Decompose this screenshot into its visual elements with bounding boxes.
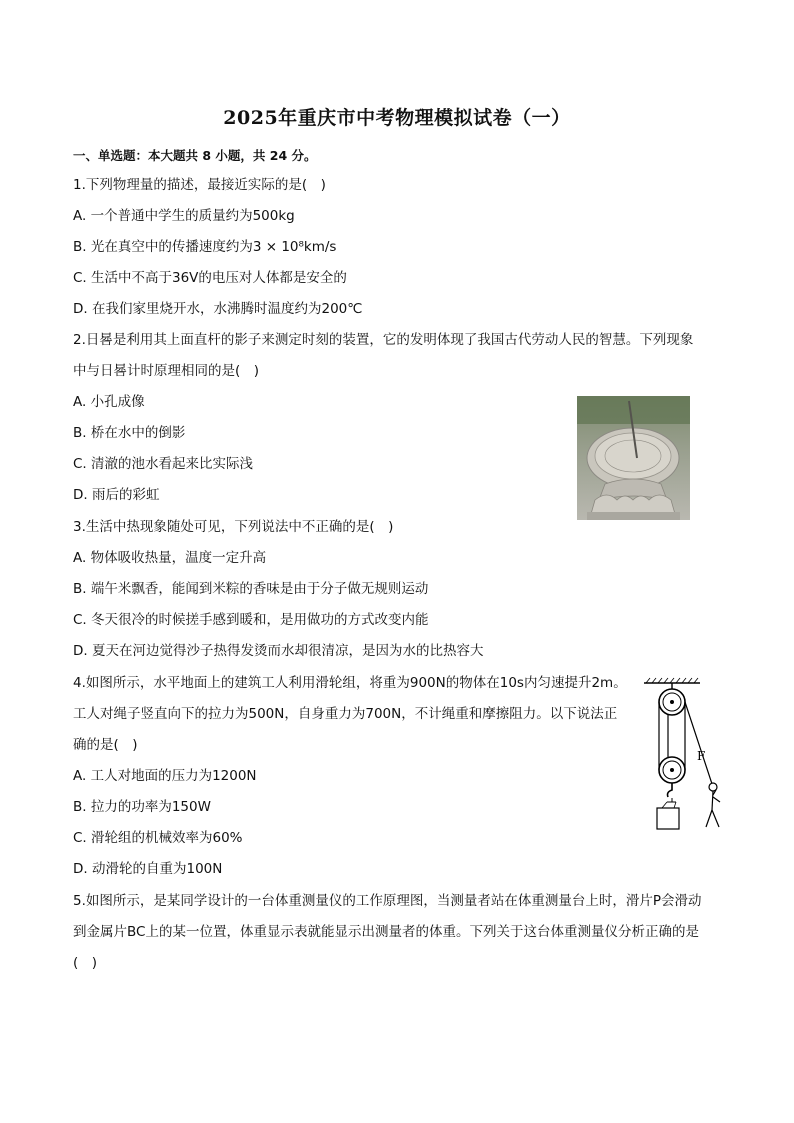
q2-option-b: B. 桥在水中的倒影 (73, 425, 186, 441)
q3-option-b: B. 端午米飘香，能闻到米粽的香味是由于分子做无规则运动 (73, 581, 429, 597)
q1-option-b: B. 光在真空中的传播速度约为3 × 10⁸km/s (73, 239, 337, 255)
sundial-image (577, 396, 690, 520)
q3-option-c: C. 冬天很冷的时候搓手感到暖和，是用做功的方式改变内能 (73, 612, 429, 628)
pulley-diagram (638, 676, 733, 833)
q5-stem-line1: 5.如图所示，是某同学设计的一台体重测量仪的工作原理图，当测量者站在体重测量台上时，滑片P会滑动 (73, 893, 702, 909)
q2-stem-line2: 中与日晷计时原理相同的是( ) (73, 363, 260, 379)
q2-option-a: A. 小孔成像 (73, 394, 145, 410)
force-label: F (697, 749, 706, 763)
q4-option-c: C. 滑轮组的机械效率为60% (73, 830, 243, 846)
q4-option-b: B. 拉力的功率为150W (73, 799, 211, 815)
q5-stem-line2: 到金属片BC上的某一位置，体重显示表就能显示出测量者的体重。下列关于这台体重测量仪分析正确的是 (73, 924, 699, 940)
section-heading: 一、单选题：本大题共 8 小题，共 24 分。 (73, 148, 317, 163)
q1-stem: 1.下列物理量的描述，最接近实际的是( ) (73, 177, 326, 193)
q1-option-c: C. 生活中不高于36V的电压对人体都是安全的 (73, 270, 347, 286)
q4-stem-line3: 确的是( ) (73, 737, 138, 753)
q2-stem-line1: 2.日晷是利用其上面直杆的影子来测定时刻的装置，它的发明体现了我国古代劳动人民的智慧。下列现象 (73, 332, 694, 348)
q2-option-c: C. 清澈的池水看起来比实际浅 (73, 456, 254, 472)
page-title: 2025年重庆市中考物理模拟试卷（一） (223, 107, 571, 129)
q3-option-a: A. 物体吸收热量，温度一定升高 (73, 550, 267, 566)
q3-stem: 3.生活中热现象随处可见，下列说法中不正确的是( ) (73, 519, 394, 535)
q3-option-d: D. 夏天在河边觉得沙子热得发烫而水却很清凉，是因为水的比热容大 (73, 643, 484, 659)
q4-stem-line2: 工人对绳子竖直向下的拉力为500N，自身重力为700N，不计绳重和摩擦阻力。以下说法正 (73, 706, 618, 722)
q5-stem-line3: ( ) (73, 955, 98, 971)
q4-option-d: D. 动滑轮的自重为100N (73, 861, 223, 877)
q4-stem-line1: 4.如图所示，水平地面上的建筑工人利用滑轮组，将重为900N的物体在10s内匀速提升2m。 (73, 675, 627, 691)
q1-option-a: A. 一个普通中学生的质量约为500kg (73, 208, 295, 224)
q1-option-d: D. 在我们家里烧开水，水沸腾时温度约为200℃ (73, 301, 363, 317)
q4-option-a: A. 工人对地面的压力为1200N (73, 768, 257, 784)
q2-option-d: D. 雨后的彩虹 (73, 487, 160, 503)
